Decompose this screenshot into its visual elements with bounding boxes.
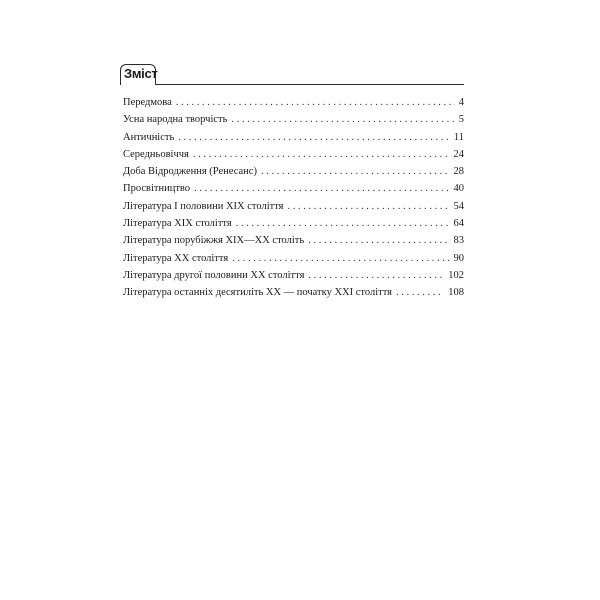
toc-entry-label: Література другої половини ХХ століття xyxy=(123,269,305,281)
toc-entry[interactable] xyxy=(123,94,464,111)
dot-leader xyxy=(308,232,449,249)
dot-leader xyxy=(178,129,450,146)
dot-leader xyxy=(261,163,450,180)
toc-entry-page: 40 xyxy=(453,183,464,195)
toc-entry-label: Передмова xyxy=(123,97,172,108)
toc-entry[interactable] xyxy=(123,180,464,197)
dot-leader xyxy=(176,94,455,111)
toc-entry-page: 102 xyxy=(448,269,464,281)
toc-entry-page: 5 xyxy=(458,114,464,126)
toc-entry-page: 90 xyxy=(453,252,464,264)
toc-entry-page: 108 xyxy=(448,287,464,299)
toc-list xyxy=(123,94,464,302)
toc-entry-page: 64 xyxy=(453,218,464,230)
toc-entry[interactable] xyxy=(123,215,464,232)
toc-entry-label: Усна народна творчість xyxy=(123,114,228,126)
dot-leader xyxy=(396,284,444,301)
toc-entry[interactable] xyxy=(123,250,464,267)
toc-entry-label: Література І половини ХІХ століття xyxy=(123,200,284,212)
page-title: Зміст xyxy=(124,66,158,81)
dot-leader xyxy=(193,146,450,163)
toc-entry-page: 83 xyxy=(453,235,464,247)
dot-leader xyxy=(194,180,449,197)
toc-header xyxy=(120,64,464,87)
toc-entry-label: Просвітництво xyxy=(123,183,191,195)
dot-leader xyxy=(287,198,449,215)
toc-entry-page: 28 xyxy=(453,166,464,178)
toc-entry-page: 54 xyxy=(453,200,464,212)
toc-entry-label: Доба Відродження (Ренесанс) xyxy=(123,166,257,178)
dot-leader xyxy=(231,111,454,128)
toc-entry[interactable] xyxy=(123,111,464,128)
header-divider xyxy=(120,84,464,85)
dot-leader xyxy=(236,215,450,232)
toc-entry-label: Література останніх десятиліть ХХ — початку ХХІ століття xyxy=(123,287,392,299)
toc-entry-page: 4 xyxy=(458,97,464,108)
toc-entry[interactable] xyxy=(123,198,464,215)
toc-entry-page: 24 xyxy=(453,148,464,160)
toc-entry[interactable] xyxy=(123,163,464,180)
toc-entry-label: Література ХХ століття xyxy=(123,252,229,264)
toc-entry[interactable] xyxy=(123,284,464,301)
toc-entry-label: Античність xyxy=(123,131,175,143)
toc-entry-page: 11 xyxy=(453,131,464,143)
toc-entry[interactable] xyxy=(123,232,464,249)
toc-entry-label: Література порубіжжя ХІХ—ХХ століть xyxy=(123,235,305,247)
dot-leader xyxy=(308,267,444,284)
toc-entry-label: Література ХІХ століття xyxy=(123,218,232,230)
dot-leader xyxy=(232,250,449,267)
toc-entry[interactable] xyxy=(123,146,464,163)
toc-entry-label: Середньовіччя xyxy=(123,148,189,160)
toc-entry[interactable] xyxy=(123,267,464,284)
toc-entry[interactable] xyxy=(123,129,464,146)
